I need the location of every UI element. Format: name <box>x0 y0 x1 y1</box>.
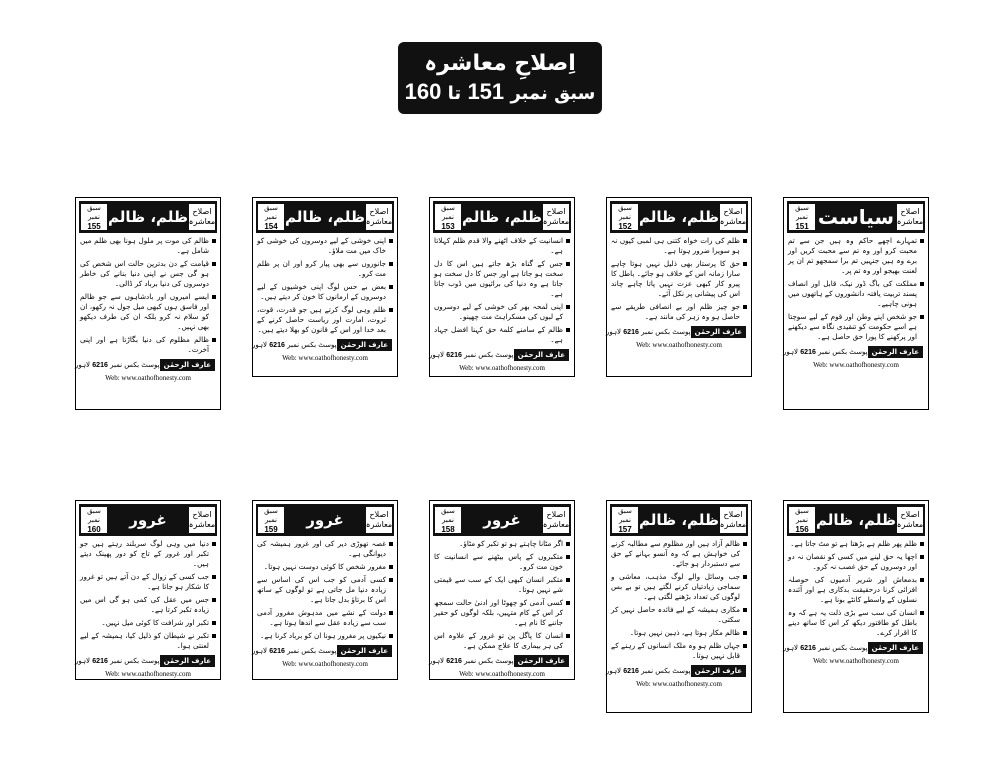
lesson-point: نیکیوں پر مغرور ہونا ان کو برباد کرنا ہے۔ <box>257 631 393 641</box>
card-footer <box>428 349 569 361</box>
lesson-points <box>80 539 216 651</box>
brand-label: اصلاح معاشرہ <box>366 507 392 533</box>
po-box: 6216 <box>269 342 285 349</box>
lesson-point: غصہ تھوڑی دیر کی اور غرور ہمیشہ کی دیوانگی ہے۔ <box>257 539 393 559</box>
website-link[interactable]: Web: www.oathofhonesty.com <box>636 680 722 688</box>
author-label: عارف الرحمٰن <box>337 339 392 351</box>
website-link[interactable]: Web: www.oathofhonesty.com <box>459 670 545 678</box>
lesson-card <box>75 500 221 680</box>
address <box>429 351 514 359</box>
lesson-word: سبق <box>264 506 278 515</box>
author-label: عارف الرحمٰن <box>868 642 923 654</box>
card-header <box>787 201 925 233</box>
card-header <box>79 201 217 233</box>
lesson-points <box>788 236 924 342</box>
brand-label: اصلاح معاشرہ <box>543 507 569 533</box>
card-header <box>79 504 217 536</box>
lesson-points <box>80 236 216 355</box>
lesson-word: سبق <box>87 506 101 515</box>
address-prefix: پوسٹ بکس نمبر <box>641 328 691 336</box>
subtitle-to: 160 <box>404 79 442 104</box>
address <box>252 647 337 655</box>
card-topic: غرور <box>306 511 344 529</box>
lesson-number: 158 <box>441 524 455 534</box>
po-box: 6216 <box>446 352 462 359</box>
card-topic: ظلم، ظالم <box>107 208 189 226</box>
number-word: نمبر <box>265 212 277 221</box>
lesson-point: تکبر اور شرافت کا کوئی میل نہیں۔ <box>80 618 216 628</box>
lesson-number-box <box>789 204 815 230</box>
lesson-point: اپنی لمحہ بھر کی خوشی کے لیے دوسروں کے لبوں کی مسکراہٹ مت چھینو۔ <box>434 302 570 322</box>
lesson-point: جو شخص اپنے وطن اور قوم کے لیے سوچتا ہے اسے حکومت کو تنقیدی نگاہ سے دیکھنے اور پرکھنے کا پورا حق حاصل ہے۔ <box>788 312 924 342</box>
card-footer <box>782 346 923 358</box>
lesson-point: ظلم کی رات خواہ کتنی ہی لمبی کیوں نہ ہو سویرا ضرور ہوتا ہے۔ <box>611 236 747 256</box>
lesson-point: مغرور شخص کا کوئی دوست نہیں ہوتا۔ <box>257 562 393 572</box>
brand-label: اصلاح معاشرہ <box>189 507 215 533</box>
lesson-card <box>252 500 398 680</box>
address <box>252 341 337 349</box>
card-topic: ظلم، ظالم <box>461 208 543 226</box>
city: لاہور <box>251 647 268 655</box>
lesson-number-box <box>258 507 284 533</box>
lesson-points <box>434 539 570 651</box>
website-link[interactable]: Web: www.oathofhonesty.com <box>636 341 722 349</box>
po-box: 6216 <box>800 645 816 652</box>
address-prefix: پوسٹ بکس نمبر <box>464 351 514 359</box>
po-box: 6216 <box>800 349 816 356</box>
card-topic: غرور <box>483 511 521 529</box>
po-box: 6216 <box>92 658 108 665</box>
card-header <box>610 504 748 536</box>
lesson-number-box <box>612 507 638 533</box>
address <box>783 348 868 356</box>
lesson-point: ظلم وہی لوگ کرتے ہیں جو قدرت، قوت، ثروت، امارت اور ریاست حاصل کرنے کے بعد خدا اور اس کے قانون کو بھلا دیتے ہیں۔ <box>257 305 393 335</box>
lesson-point: اپنی خوشی کے لیے دوسروں کی خوشی کو خاک میں مت ملاؤ۔ <box>257 236 393 256</box>
card-header <box>787 504 925 536</box>
lesson-point: جانوروں سے بھی پیار کرو اور ان پر ظلم مت کرو۔ <box>257 259 393 279</box>
city: لاہور <box>74 361 91 369</box>
lesson-point: ظالم مظلوم کی دنیا بگاڑتا ہے اور اپنی آخرت۔ <box>80 335 216 355</box>
brand-label: اصلاح معاشرہ <box>897 204 923 230</box>
lesson-point: اگر مٹانا چاہتے ہو تو تکبر کو مٹاؤ۔ <box>434 539 570 549</box>
lesson-point: جو چیز ظلم اور بے انصافی طریقے سے حاصل ہو وہ زہر کی مانند ہے۔ <box>611 302 747 322</box>
lesson-point: جس میں عقل کی کمی ہو گی اس میں زیادہ تکبر کرتا ہے۔ <box>80 595 216 615</box>
lesson-number: 159 <box>264 524 278 534</box>
lesson-point: جس کے گناہ بڑھ جاتے ہیں اس کا دل سخت ہو جاتا ہے اور جس کا دل سخت ہو جاتا ہے وہ دنیا کی برائیوں میں ڈوب جاتا ہے۔ <box>434 259 570 299</box>
lesson-point: تکبر نے شیطان کو ذلیل کیا، ہمیشہ کے لیے لعنتی ہوا۔ <box>80 631 216 651</box>
card-topic: ظلم، ظالم <box>638 208 720 226</box>
lesson-card <box>429 500 575 680</box>
po-box: 6216 <box>446 658 462 665</box>
lesson-word: سبق <box>618 506 632 515</box>
card-footer <box>428 655 569 667</box>
lesson-point: انسان کی سب سے بڑی ذلت یہ ہے کہ وہ باطل کو طاقتور دیکھ کر اس کا ساتھ دینے کا اقرار کرے۔ <box>788 608 924 638</box>
lesson-point: ظالم کے سامنے کلمۂ حق کہنا افضل جہاد ہے۔ <box>434 325 570 345</box>
lesson-point: ظالم کی موت پر ملول ہونا بھی ظلم میں شامل ہے۔ <box>80 236 216 256</box>
city: لاہور <box>605 667 622 675</box>
lesson-number-box <box>612 204 638 230</box>
number-word: نمبر <box>619 212 631 221</box>
lesson-points <box>257 236 393 335</box>
lesson-number: 151 <box>795 221 809 231</box>
address <box>606 328 691 336</box>
lesson-number-box <box>435 507 461 533</box>
po-box: 6216 <box>623 329 639 336</box>
city: لاہور <box>74 657 91 665</box>
website-link[interactable]: Web: www.oathofhonesty.com <box>459 364 545 372</box>
lesson-number-box <box>435 204 461 230</box>
lesson-word: سبق <box>618 203 632 212</box>
brand-label: اصلاح معاشرہ <box>189 204 215 230</box>
card-header <box>610 201 748 233</box>
author-label: عارف الرحمٰن <box>514 349 569 361</box>
brand-label: اصلاح معاشرہ <box>366 204 392 230</box>
address-prefix: پوسٹ بکس نمبر <box>818 644 868 652</box>
number-word: نمبر <box>442 212 454 221</box>
card-footer <box>605 665 746 677</box>
lesson-number: 153 <box>441 221 455 231</box>
lesson-card <box>252 197 398 377</box>
address-prefix: پوسٹ بکس نمبر <box>110 361 160 369</box>
address <box>783 644 868 652</box>
lesson-point: دولت کے نشے میں مدہوش مغرور آدمی سب سے زیادہ عقل سے اندھا ہوتا ہے۔ <box>257 608 393 628</box>
address-prefix: پوسٹ بکس نمبر <box>287 341 337 349</box>
lesson-card <box>783 500 929 713</box>
lesson-point: بدمعاش اور شریر آدمیوں کی حوصلہ افزائی کرنا درحقیقت بدکاری ہے اور آئندہ نسلوں کے واسطے کانٹے بونا ہے۔ <box>788 575 924 605</box>
brand-label: اصلاح معاشرہ <box>720 507 746 533</box>
lesson-point: بعض بے حس لوگ اپنی خوشیوں کے لیے دوسروں کے ارمانوں کا خون کر دیتے ہیں۔ <box>257 282 393 302</box>
po-box: 6216 <box>269 648 285 655</box>
brand-label: اصلاح معاشرہ <box>543 204 569 230</box>
number-word: نمبر <box>265 515 277 524</box>
address <box>606 667 691 675</box>
lesson-point: کسی آدمی کو جب اس کی اساس سے زیادہ دنیا مل جاتی ہے تو لوگوں کے ساتھ اس کا برتاؤ بدل جاتا ہے۔ <box>257 575 393 605</box>
number-word: نمبر <box>796 212 808 221</box>
number-word: نمبر <box>88 212 100 221</box>
lesson-word: سبق <box>441 203 455 212</box>
lesson-word: سبق <box>795 506 809 515</box>
author-label: عارف الرحمٰن <box>514 655 569 667</box>
lesson-point: اچھا یہ حق لینے میں کسی کو نقصان نہ دو اور دوسروں کے حق غصب نہ کرو۔ <box>788 552 924 572</box>
city: لاہور <box>251 341 268 349</box>
card-topic: ظلم، ظالم <box>284 208 366 226</box>
page-title: اِصلاحِ معاشرہ <box>424 51 576 76</box>
card-header <box>433 504 571 536</box>
lesson-number: 157 <box>618 524 632 534</box>
lesson-number: 152 <box>618 221 632 231</box>
lesson-card <box>606 500 752 713</box>
lesson-word: سبق <box>264 203 278 212</box>
card-footer <box>251 645 392 657</box>
subtitle-prefix: سبق نمبر <box>510 83 596 104</box>
subtitle-from: 151 <box>467 79 505 104</box>
number-word: نمبر <box>619 515 631 524</box>
card-footer <box>605 326 746 338</box>
lesson-number-box <box>789 507 815 533</box>
lesson-point: جب کسی کے زوال کے دن آتے ہیں تو غرور کا شکار ہو جاتا ہے۔ <box>80 572 216 592</box>
lesson-points <box>611 236 747 322</box>
lesson-point: جہاں ظلم ہو وہ ملک انسانوں کے رہنے کے قابل نہیں ہوتا۔ <box>611 641 747 661</box>
lesson-point: انسانیت کے خلاف اٹھنے والا قدم ظلم کہلاتا ہے۔ <box>434 236 570 256</box>
lesson-point: متکبروں کے پاس بیٹھنے سے انسانیت کا خون مت کرو۔ <box>434 552 570 572</box>
author-label: عارف الرحمٰن <box>160 655 215 667</box>
card-footer <box>74 655 215 667</box>
lesson-number: 160 <box>87 524 101 534</box>
author-label: عارف الرحمٰن <box>691 326 746 338</box>
brand-label: اصلاح معاشرہ <box>897 507 923 533</box>
lesson-point: ظالم مکار ہوتا ہے، ذہین نہیں ہوتا۔ <box>611 628 747 638</box>
card-topic: غرور <box>129 511 167 529</box>
lesson-number: 156 <box>795 524 809 534</box>
lesson-point: تمہارے اچھے حاکم وہ ہیں جن سے تم محبت کرو اور وہ تم سے محبت کریں اور برے وہ ہیں جنہیں تم برا سمجھو تم ان پر لعنت بھیجو اور وہ تم پر۔ <box>788 236 924 276</box>
card-footer <box>251 339 392 351</box>
address-prefix: پوسٹ بکس نمبر <box>464 657 514 665</box>
lesson-points <box>257 539 393 641</box>
author-label: عارف الرحمٰن <box>160 359 215 371</box>
lesson-point: جب وسائل والے لوگ مذہب، معاشی و سماجی زیادتیاں کرنے لگتے ہیں تو بے بس لوگوں کی تعداد بڑھنے لگتی ہے۔ <box>611 572 747 602</box>
author-label: عارف الرحمٰن <box>691 665 746 677</box>
website-link[interactable]: Web: www.oathofhonesty.com <box>105 374 191 382</box>
website-link[interactable]: Web: www.oathofhonesty.com <box>813 657 899 665</box>
lesson-point: قیامت کے دن بدترین حالت اس شخص کی ہو گی جس نے اپنی دنیا بنانے کی خاطر دوسروں کی دنیا برباد کر ڈالی۔ <box>80 259 216 289</box>
lesson-point: انسان کا پاگل پن تو غرور کے علاوہ اس کی ہر بیماری کا علاج ممکن ہے۔ <box>434 631 570 651</box>
lesson-point: مملکت کی باگ ڈور نیک، قابل اور انصاف پسند تربیت یافتہ دانشوروں کے ہاتھوں میں ہونی چاہیے۔ <box>788 279 924 309</box>
card-footer <box>74 359 215 371</box>
city: لاہور <box>605 328 622 336</box>
lesson-point: دنیا میں وہی لوگ سربلند رہتے ہیں جو تکبر اور غرور کے تاج کو دور پھینک دیتے ہیں۔ <box>80 539 216 569</box>
page-subtitle <box>405 79 596 107</box>
subtitle-to-word: تا <box>447 83 462 104</box>
number-word: نمبر <box>442 515 454 524</box>
lesson-word: سبق <box>441 506 455 515</box>
number-word: نمبر <box>796 515 808 524</box>
card-header <box>256 504 394 536</box>
address-prefix: پوسٹ بکس نمبر <box>641 667 691 675</box>
lesson-card <box>606 197 752 377</box>
lesson-point: متکبر انسان کبھی ایک کے سب سے قیمتی شے نہیں ہوتا۔ <box>434 575 570 595</box>
card-footer <box>782 642 923 654</box>
lesson-word: سبق <box>87 203 101 212</box>
author-label: عارف الرحمٰن <box>337 645 392 657</box>
lesson-number-box <box>258 204 284 230</box>
author-label: عارف الرحمٰن <box>868 346 923 358</box>
po-box: 6216 <box>92 362 108 369</box>
address-prefix: پوسٹ بکس نمبر <box>110 657 160 665</box>
lesson-point: حق کا پرستار بھی ذلیل نہیں ہوتا چاہے سارا زمانہ اس کے خلاف ہو جائے۔ باطل کا پیرو کار کبھی عزت نہیں پاتا چاہے چاند اس کی پیشانی پر نکل آئے۔ <box>611 259 747 299</box>
lesson-number-box <box>81 204 107 230</box>
website-link[interactable]: Web: www.oathofhonesty.com <box>105 670 191 678</box>
address-prefix: پوسٹ بکس نمبر <box>818 348 868 356</box>
card-header <box>256 201 394 233</box>
lesson-point: کسی آدمی کو چھوٹا اور ادنیٰ حالت سمجھ کر اس کے کام متہیں، بلکہ لوگوں کو حقیر جاننے کا نام ہے۔ <box>434 598 570 628</box>
lesson-points <box>611 539 747 661</box>
website-link[interactable]: Web: www.oathofhonesty.com <box>282 660 368 668</box>
card-topic: ظلم، ظالم <box>815 511 897 529</box>
lesson-points <box>788 539 924 638</box>
city: لاہور <box>782 348 799 356</box>
lesson-point: ظلم پھر ظلم ہے بڑھتا ہے تو مٹ جاتا ہے۔ <box>788 539 924 549</box>
address <box>75 657 160 665</box>
lesson-card <box>429 197 575 377</box>
website-link[interactable]: Web: www.oathofhonesty.com <box>813 361 899 369</box>
lesson-point: ایسے امیروں اور بادشاہوں سے جو ظالم اور فاسق ہوں کبھی میل جول نہ رکھو، ان کو سلام نہ کرو بلکہ ان کی طرف دیکھو بھی نہیں۔ <box>80 292 216 332</box>
card-topic: سیاست <box>817 205 895 229</box>
card-topic: ظلم، ظالم <box>638 511 720 529</box>
brand-label: اصلاح معاشرہ <box>720 204 746 230</box>
lesson-number: 155 <box>87 221 101 231</box>
lesson-number-box <box>81 507 107 533</box>
lesson-points <box>434 236 570 345</box>
card-header <box>433 201 571 233</box>
address <box>429 657 514 665</box>
lesson-word: سبق <box>795 203 809 212</box>
city: لاہور <box>428 351 445 359</box>
lesson-card <box>75 197 221 410</box>
lesson-point: ظالم آزاد ہیں اور مظلوم سے مطالبہ کرنے کی خواہش ہے کہ وہ آنسو بہانے کے حق سے دستبردار ہو جائے۔ <box>611 539 747 569</box>
city: لاہور <box>782 644 799 652</box>
city: لاہور <box>428 657 445 665</box>
lesson-number: 154 <box>264 221 278 231</box>
title-banner <box>398 42 602 114</box>
lesson-card <box>783 197 929 410</box>
number-word: نمبر <box>88 515 100 524</box>
po-box: 6216 <box>623 668 639 675</box>
address-prefix: پوسٹ بکس نمبر <box>287 647 337 655</box>
address <box>75 361 160 369</box>
lesson-point: مکاری ہمیشہ کے لیے فائدہ حاصل نہیں کر سکتی۔ <box>611 605 747 625</box>
website-link[interactable]: Web: www.oathofhonesty.com <box>282 354 368 362</box>
